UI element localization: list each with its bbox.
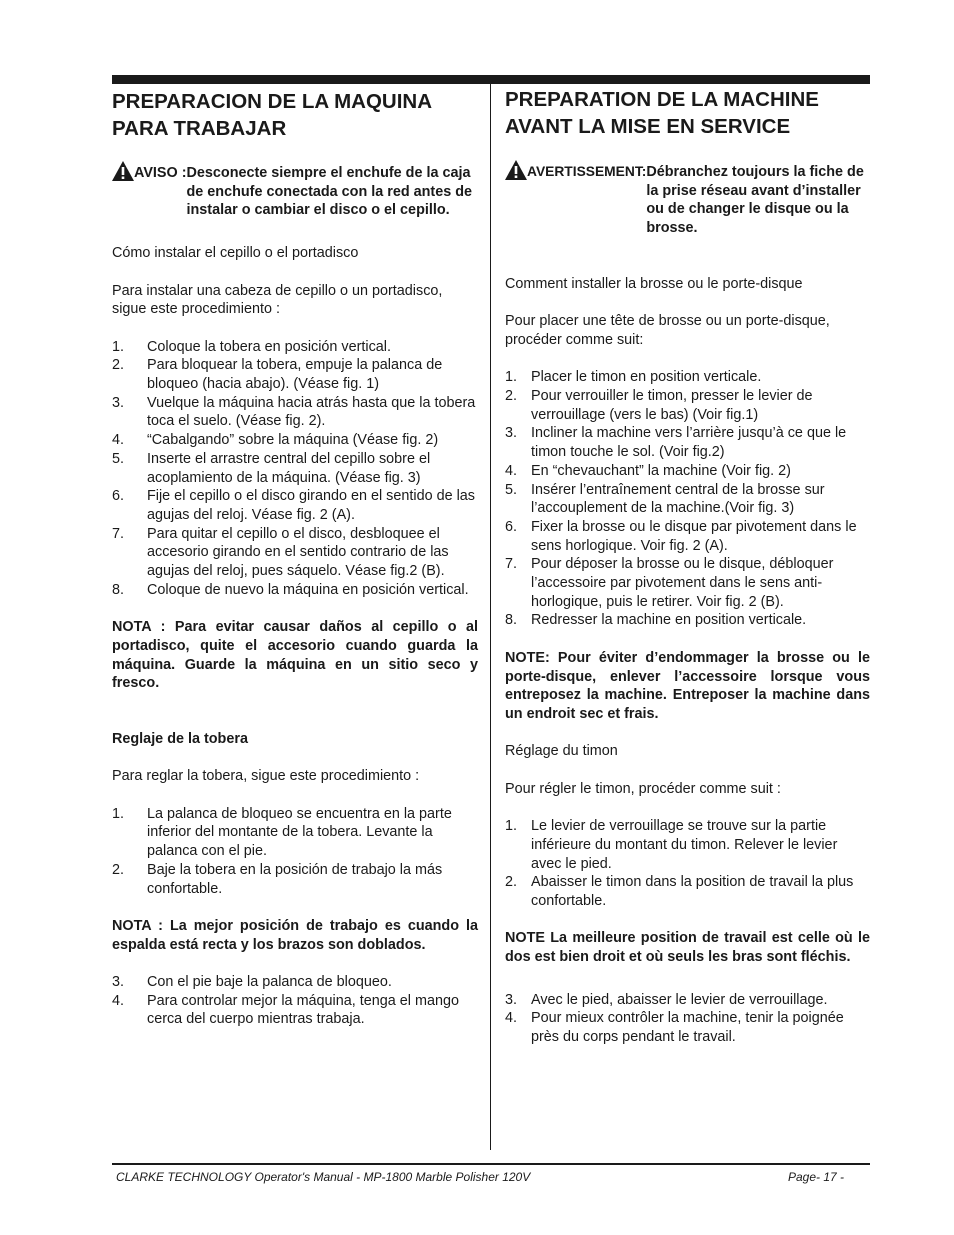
list-item: 7. Para quitar el cepillo o el disco, desbloquee el accesorio girando en el sentido contrario de las agujas del reloj, pues sáquelo. Véase fig.2 (B). [112, 525, 449, 580]
list-item: 2. Pour verrouiller le timon, presser le levier de verrouillage (vers le bas) (Voir fig.1) [505, 388, 813, 423]
install-title: Cómo instalar el cepillo o el portadisco [112, 245, 359, 262]
list-item: 8. Coloque de nuevo la máquina en posición vertical. [112, 581, 469, 598]
list-item: 3. Incliner la machine vers l’arrière jusqu’à ce que le timon touche le sol. (Voir fig.2) [505, 425, 847, 461]
warning-icon [112, 161, 134, 181]
list-item: 4. “Cabalgando” sobre la máquina (Véase fig. 2) [112, 432, 439, 449]
install-steps [112, 338, 478, 600]
top-rule [112, 75, 870, 84]
section-heading: PREPARATION DE LA MACHINE AVANT LA MISE EN SERVICE [505, 88, 819, 138]
footer-rule [112, 1163, 870, 1165]
list-item: 1. Coloque la tobera en posición vertical. [112, 338, 391, 355]
warning-text: Desconecte siempre el enchufe de la caja de enchufe conectada con la red antes de instalar o cambiar el disco o el cepillo. [186, 165, 473, 219]
warning-text: Débranchez toujours la fiche de la prise réseau avant d’installer ou de changer le disque ou la brosse. [646, 164, 864, 237]
column-divider [490, 84, 491, 1150]
list-item: 1. Placer le timon en position verticale. [505, 369, 762, 386]
list-item: 5. Insérer l’entraînement central de la brosse sur l’accouplement de la machine.(Voir fig. 3) [505, 481, 825, 517]
list-item: 1. La palanca de bloqueo se encuentra en la parte inferior del montante de la tobera. Levante la palanca con el pie. [112, 805, 452, 860]
adjust-title: Reglaje de la tobera [112, 730, 248, 747]
list-item: 8. Redresser la machine en position verticale. [505, 612, 807, 629]
list-item: 1. Le levier de verrouillage se trouve sur la partie inférieure du montant du timon. Relever le levier avec le pied. [505, 818, 838, 872]
adjust-steps [505, 817, 870, 911]
spanish-column [112, 84, 478, 1029]
page-number: Page- 17 - [788, 1170, 845, 1184]
note-storage: NOTE: Pour éviter d’endommager la brosse ou le porte-disque, enlever l’accessoire lorsque vous entreposez la machine. Entreposer la machine dans un endroit sec et frais. [505, 649, 870, 722]
list-item: 6. Fixer la brosse ou le disque par pivotement dans le sens horlogique. Voir fig. 2 (A). [505, 518, 857, 554]
list-item: 5. Inserte el arrastre central del cepillo sobre el acoplamiento de la máquina. (Véase fig. 3) [112, 450, 431, 486]
adjust-steps [112, 805, 478, 899]
list-item: 7. Pour déposer la brosse ou le disque, débloquer l’accessoire par pivotement dans le sens anti-horlogique, puis le retirer. Voir fig. 2 (B). [505, 556, 834, 610]
install-steps [505, 368, 870, 630]
install-intro: Pour placer une tête de brosse ou un porte-disque, procéder comme suit: [505, 313, 830, 348]
list-item: 2. Para bloquear la tobera, empuje la palanca de bloqueo (hacia abajo). (Véase fig. 1) [112, 357, 443, 392]
install-title: Comment installer la brosse ou le porte-disque [505, 275, 803, 292]
footer-manual-title: CLARKE TECHNOLOGY Operator's Manual - MP-1800 Marble Polisher 120V [116, 1170, 531, 1184]
adjust-intro: Pour régler le timon, procéder comme suit : [505, 780, 781, 797]
list-item: 4. Para controlar mejor la máquina, tenga el mango cerca del cuerpo mientras trabaja. [112, 992, 459, 1028]
list-item: 3. Vuelque la máquina hacia atrás hasta que la tobera toca el suelo. (Véase fig. 2). [112, 394, 476, 430]
note-storage: NOTA : Para evitar causar daños al cepillo o al portadisco, quite el accesorio cuando guarda la máquina. Guarde la máquina en un sitio seco y fresco. [112, 619, 478, 692]
list-item: 6. Fije el cepillo o el disco girando en el sentido de las agujas del reloj. Véase fig. 2 (A). [112, 488, 475, 523]
list-item: 3. Avec le pied, abaisser le levier de verrouillage. [505, 991, 828, 1008]
final-steps [505, 991, 870, 1047]
warning-block [112, 164, 478, 220]
note-posture: NOTA : La mejor posición de trabajo es cuando la espalda está recta y los brazos son doblados. [112, 917, 478, 953]
note-posture: NOTE La meilleure position de travail est celle où le dos est bien droit et où seuls les bras sont fléchis. [505, 930, 870, 966]
warning-icon [505, 160, 527, 180]
warning-label: AVISO : [134, 165, 187, 181]
install-intro: Para instalar una cabeza de cepillo o un portadisco, sigue este procedimiento : [112, 282, 443, 318]
warning-block [505, 163, 870, 238]
final-steps [112, 973, 478, 1029]
adjust-intro: Para reglar la tobera, sigue este procedimiento : [112, 768, 420, 785]
list-item: 3. Con el pie baje la palanca de bloqueo. [112, 974, 392, 991]
warning-label: AVERTISSEMENT: [527, 164, 647, 179]
list-item: 4. Pour mieux contrôler la machine, tenir la poignée près du corps pendant le travail. [505, 1010, 844, 1046]
list-item: 2. Baje la tobera en la posición de trabajo la más confortable. [112, 861, 443, 897]
french-column [505, 84, 870, 1047]
adjust-title: Réglage du timon [505, 743, 618, 760]
list-item: 4. En “chevauchant” la machine (Voir fig. 2) [505, 462, 791, 479]
list-item: 2. Abaisser le timon dans la position de travail la plus confortable. [505, 874, 854, 909]
section-heading: PREPARACION DE LA MAQUINA PARA TRABAJAR [112, 90, 432, 140]
